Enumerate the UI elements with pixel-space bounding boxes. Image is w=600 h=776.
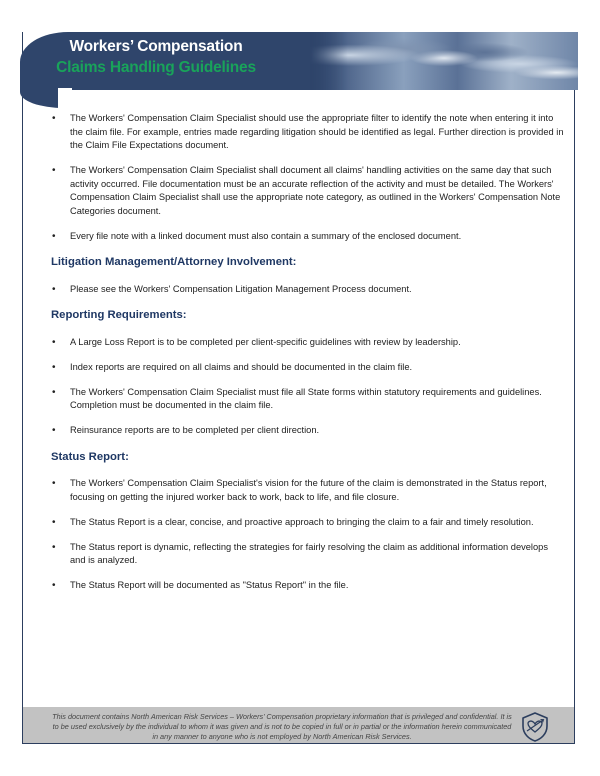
section-heading-status-report: Status Report: [51,450,129,463]
bullet-icon: • [52,336,56,348]
section-heading-reporting: Reporting Requirements: [51,309,187,321]
list-item: • Reinsurance reports are to be completed per client direction. [52,425,320,436]
bullet-icon: • [52,541,56,553]
bullet-icon: • [52,516,56,528]
header-photo [310,32,578,90]
intro-list [52,112,564,243]
bullet-icon: • [52,425,56,436]
document-title: Workers’ Compensation [69,38,243,55]
list-item: • Every file note with a linked document must also contain a summary of the enclosed document. [52,230,462,242]
bullet-icon: • [52,165,56,176]
bullet-icon: • [52,283,56,295]
list-item: • The Status report is dynamic, reflecting the strategies for fairly resolving the claim as additional information develops and is analyzed. [52,541,548,565]
list-item: • Index reports are required on all claims and should be documented in the claim file. [52,361,413,373]
list-item: • A Large Loss Report is to be completed per client-specific guidelines with review by leadership. [52,336,461,348]
list-item: • The Workers' Compensation Claim Specialist shall document all claims' handling activities on the same day that such activity occurred. File documentation must be an accurate reflection of the activity and must be detailed. The Workers' Compensation Claim Specialist shall use the appropriate note category, as outlined in the Workers' Compensation Note Categories document. [52,165,561,216]
list-item: • Please see the Workers' Compensation Litigation Management Process document. [52,283,412,295]
list-item: • The Workers' Compensation Claim Specialist should use the appropriate filter to identify the note when entering it into the claim file. For example, entries made regarding litigation should be identified as legal. Further direction is provided in the Claim File Expectations document. [52,113,564,150]
shield-heart-arrow-icon [520,711,550,743]
document-subtitle: Claims Handling Guidelines [56,59,256,76]
section-heading-litigation: Litigation Management/Attorney Involvement: [51,256,297,268]
bullet-icon: • [52,580,56,591]
bullet-icon: • [52,230,56,242]
bullet-icon: • [52,361,56,373]
bullet-icon: • [52,478,56,489]
list-item: • The Status Report will be documented as "Status Report" in the file. [52,580,349,591]
bullet-icon: • [52,386,56,398]
list-item: • The Status Report is a clear, concise, and proactive approach to bringing the claim to a fair and timely resolution. [52,516,534,528]
confidentiality-notice: This document contains North American Risk Services – Workers’ Compensation proprietary information that is privileged and confidential. It is to be used exclusively by the individual to whom it was given and is not to be copied in full or in partial or the information herein communicated in any manner to anyone who is not employed by North American Risk Services. [52,712,512,741]
document-body [52,112,564,604]
bullet-icon: • [52,113,56,124]
list-item: • The Workers' Compensation Claim Specialist's vision for the future of the claim is demonstrated in the Status report, focusing on getting the injured worker back to work, back to life, and file closure. [52,478,547,502]
list-item: • The Workers' Compensation Claim Specialist must file all State forms within statutory requirements and guidelines. Completion must be documented in the claim file. [52,386,542,410]
confidentiality-footer [23,707,574,744]
